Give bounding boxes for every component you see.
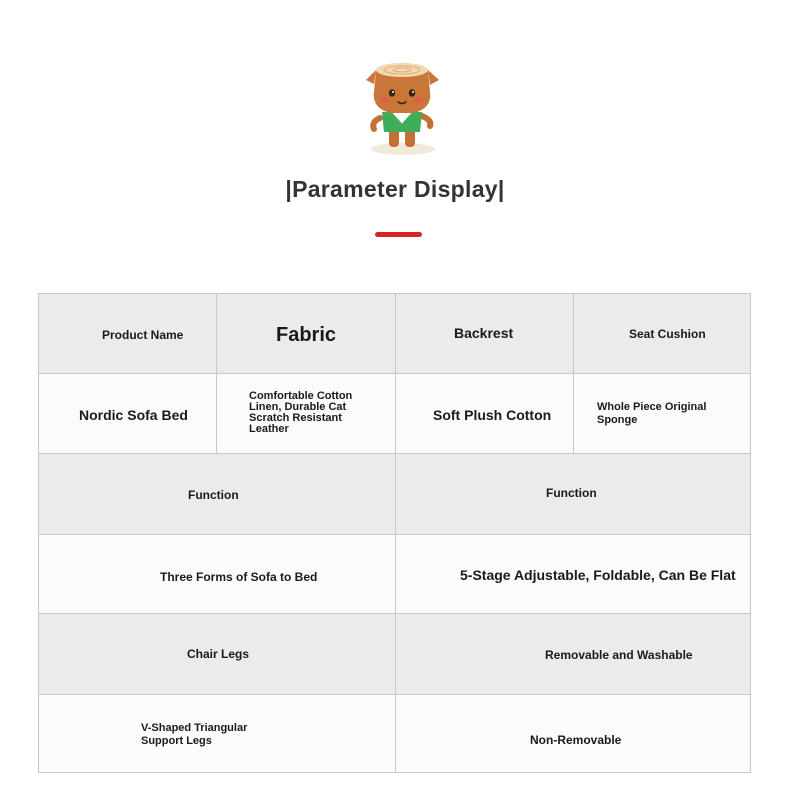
seat-cushion-header: Seat Cushion	[629, 327, 706, 341]
product-name-value: Nordic Sofa Bed	[79, 407, 188, 423]
parameter-table	[38, 293, 751, 773]
fabric-header: Fabric	[276, 324, 337, 346]
table-row	[39, 374, 217, 454]
table-cell	[217, 294, 396, 374]
table-cell	[396, 614, 750, 695]
table-cell	[396, 695, 750, 772]
support-legs-value: V-Shaped Triangular Support Legs	[141, 722, 248, 747]
table-cell	[396, 294, 574, 374]
function-label: Function	[188, 488, 239, 502]
sofa-forms-value: Three Forms of Sofa to Bed	[160, 570, 318, 584]
removable-washable-label: Removable and Washable	[545, 648, 693, 662]
fabric-value: Comfortable Cotton Linen, Durable Cat Scratch Resistant Leather	[249, 390, 353, 435]
title-underline	[375, 232, 422, 237]
table-cell	[574, 294, 750, 374]
table-cell	[396, 374, 574, 454]
table-row	[39, 614, 396, 695]
table-row	[39, 695, 396, 772]
page-title: |Parameter Display|	[285, 176, 505, 202]
non-removable-value: Non-Removable	[530, 733, 622, 747]
seat-cushion-value: Whole Piece Original Sponge	[597, 401, 707, 426]
table-cell	[396, 535, 750, 614]
chair-legs-label: Chair Legs	[187, 647, 250, 661]
backrest-header: Backrest	[454, 325, 514, 341]
table-cell	[396, 454, 750, 535]
product-name-header: Product Name	[102, 328, 184, 342]
table-row	[39, 454, 396, 535]
table-row	[39, 294, 217, 374]
table-cell	[217, 374, 396, 454]
function-label-2: Function	[546, 486, 597, 500]
tree-stump-mascot-icon	[362, 56, 442, 158]
adjustable-value: 5-Stage Adjustable, Foldable, Can Be Flat	[460, 567, 736, 583]
table-cell	[574, 374, 750, 454]
table-row	[39, 535, 396, 614]
backrest-value: Soft Plush Cotton	[433, 407, 552, 423]
